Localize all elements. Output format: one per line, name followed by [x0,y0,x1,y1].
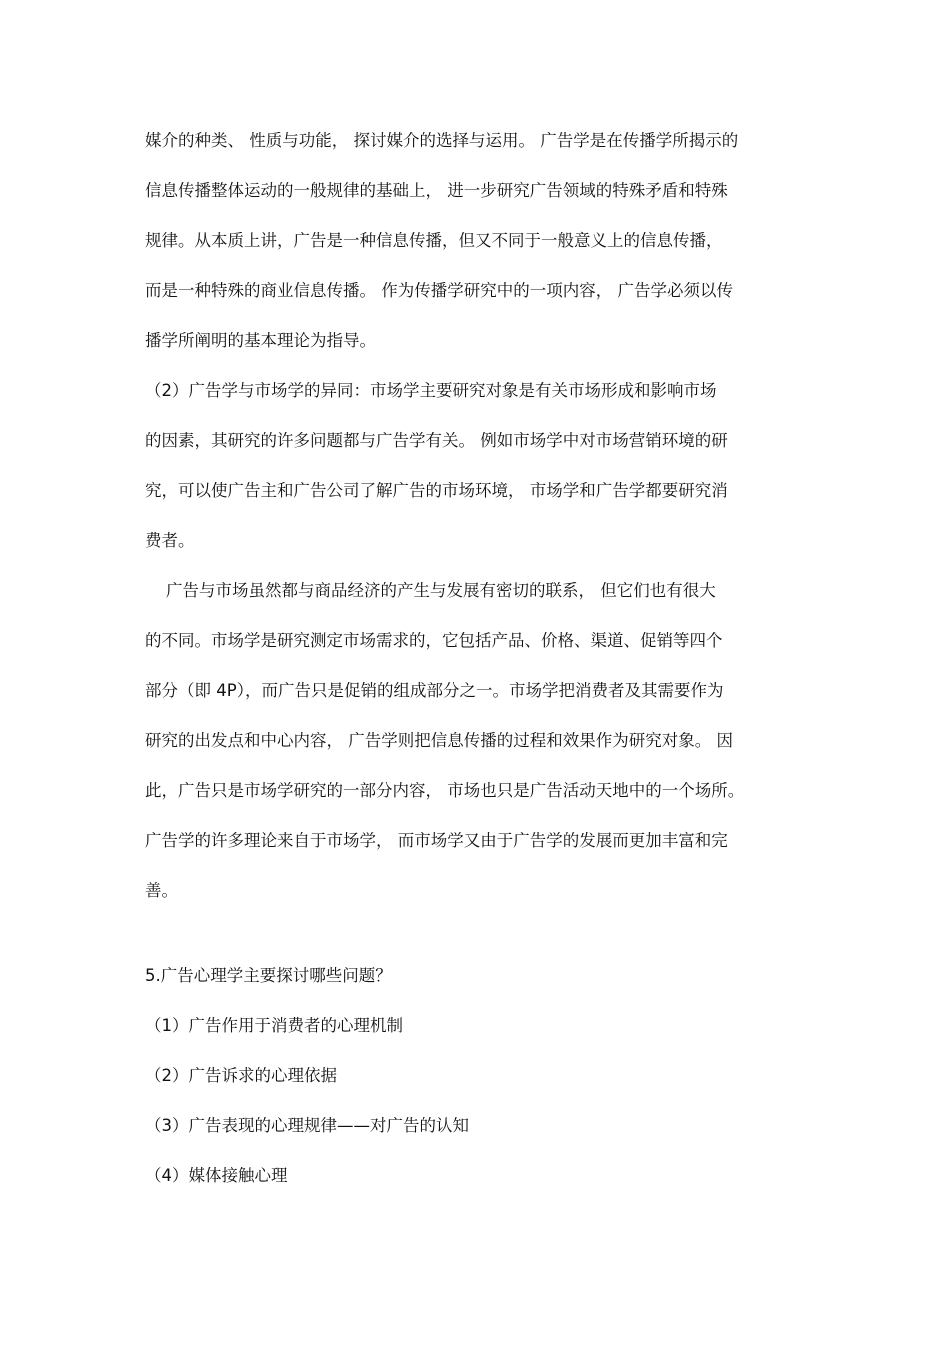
text-line: 此，广告只是市场学研究的一部分内容， 市场也只是广告活动天地中的一个场所。 [145,781,745,800]
text-line: 广告学的许多理论来自于市场学， 而市场学又由于广告学的发展而更加丰富和完 [145,831,728,850]
text-line: 的因素，其研究的许多问题都与广告学有关。 例如市场学中对市场营销环境的研 [145,431,728,450]
text-line: 而是一种特殊的商业信息传播。 作为传播学研究中的一项内容， 广告学必须以传 [145,281,733,300]
answer-item: （2）广告诉求的心理依据 [145,1066,337,1085]
answer-item: （4）媒体接触心理 [145,1166,288,1185]
question-heading: 5.广告心理学主要探讨哪些问题？ [145,966,392,985]
answer-item: （3）广告表现的心理规律——对广告的认知 [145,1116,469,1135]
answer-item: （1）广告作用于消费者的心理机制 [145,1016,403,1035]
text-line: 究，可以使广告主和广告公司了解广告的市场环境， 市场学和广告学都要研究消 [145,481,728,500]
text-line: 规律。从本质上讲，广告是一种信息传播，但又不同于一般意义上的信息传播， [145,231,723,250]
text-line: 信息传播整体运动的一般规律的基础上， 进一步研究广告领域的特殊矛盾和特殊 [145,181,728,200]
text-line: 费者。 [145,531,195,550]
text-line: 部分（即 4P），而广告只是促销的组成部分之一。市场学把消费者及其需要作为 [145,681,724,700]
text-line: 广告与市场虽然都与商品经济的产生与发展有密切的联系， 但它们也有很大 [145,581,716,600]
text-line: 播学所阐明的基本理论为指导。 [145,331,376,350]
text-line: （2）广告学与市场学的异同：市场学主要研究对象是有关市场形成和影响市场 [145,381,717,400]
text-line: 媒介的种类、 性质与功能， 探讨媒介的选择与运用。 广告学是在传播学所揭示的 [145,131,739,150]
text-line: 善。 [145,881,178,900]
text-line: 研究的出发点和中心内容， 广告学则把信息传播的过程和效果作为研究对象。 因 [145,731,733,750]
text-line: 的不同。市场学是研究测定市场需求的，它包括产品、价格、渠道、促销等四个 [145,631,723,650]
